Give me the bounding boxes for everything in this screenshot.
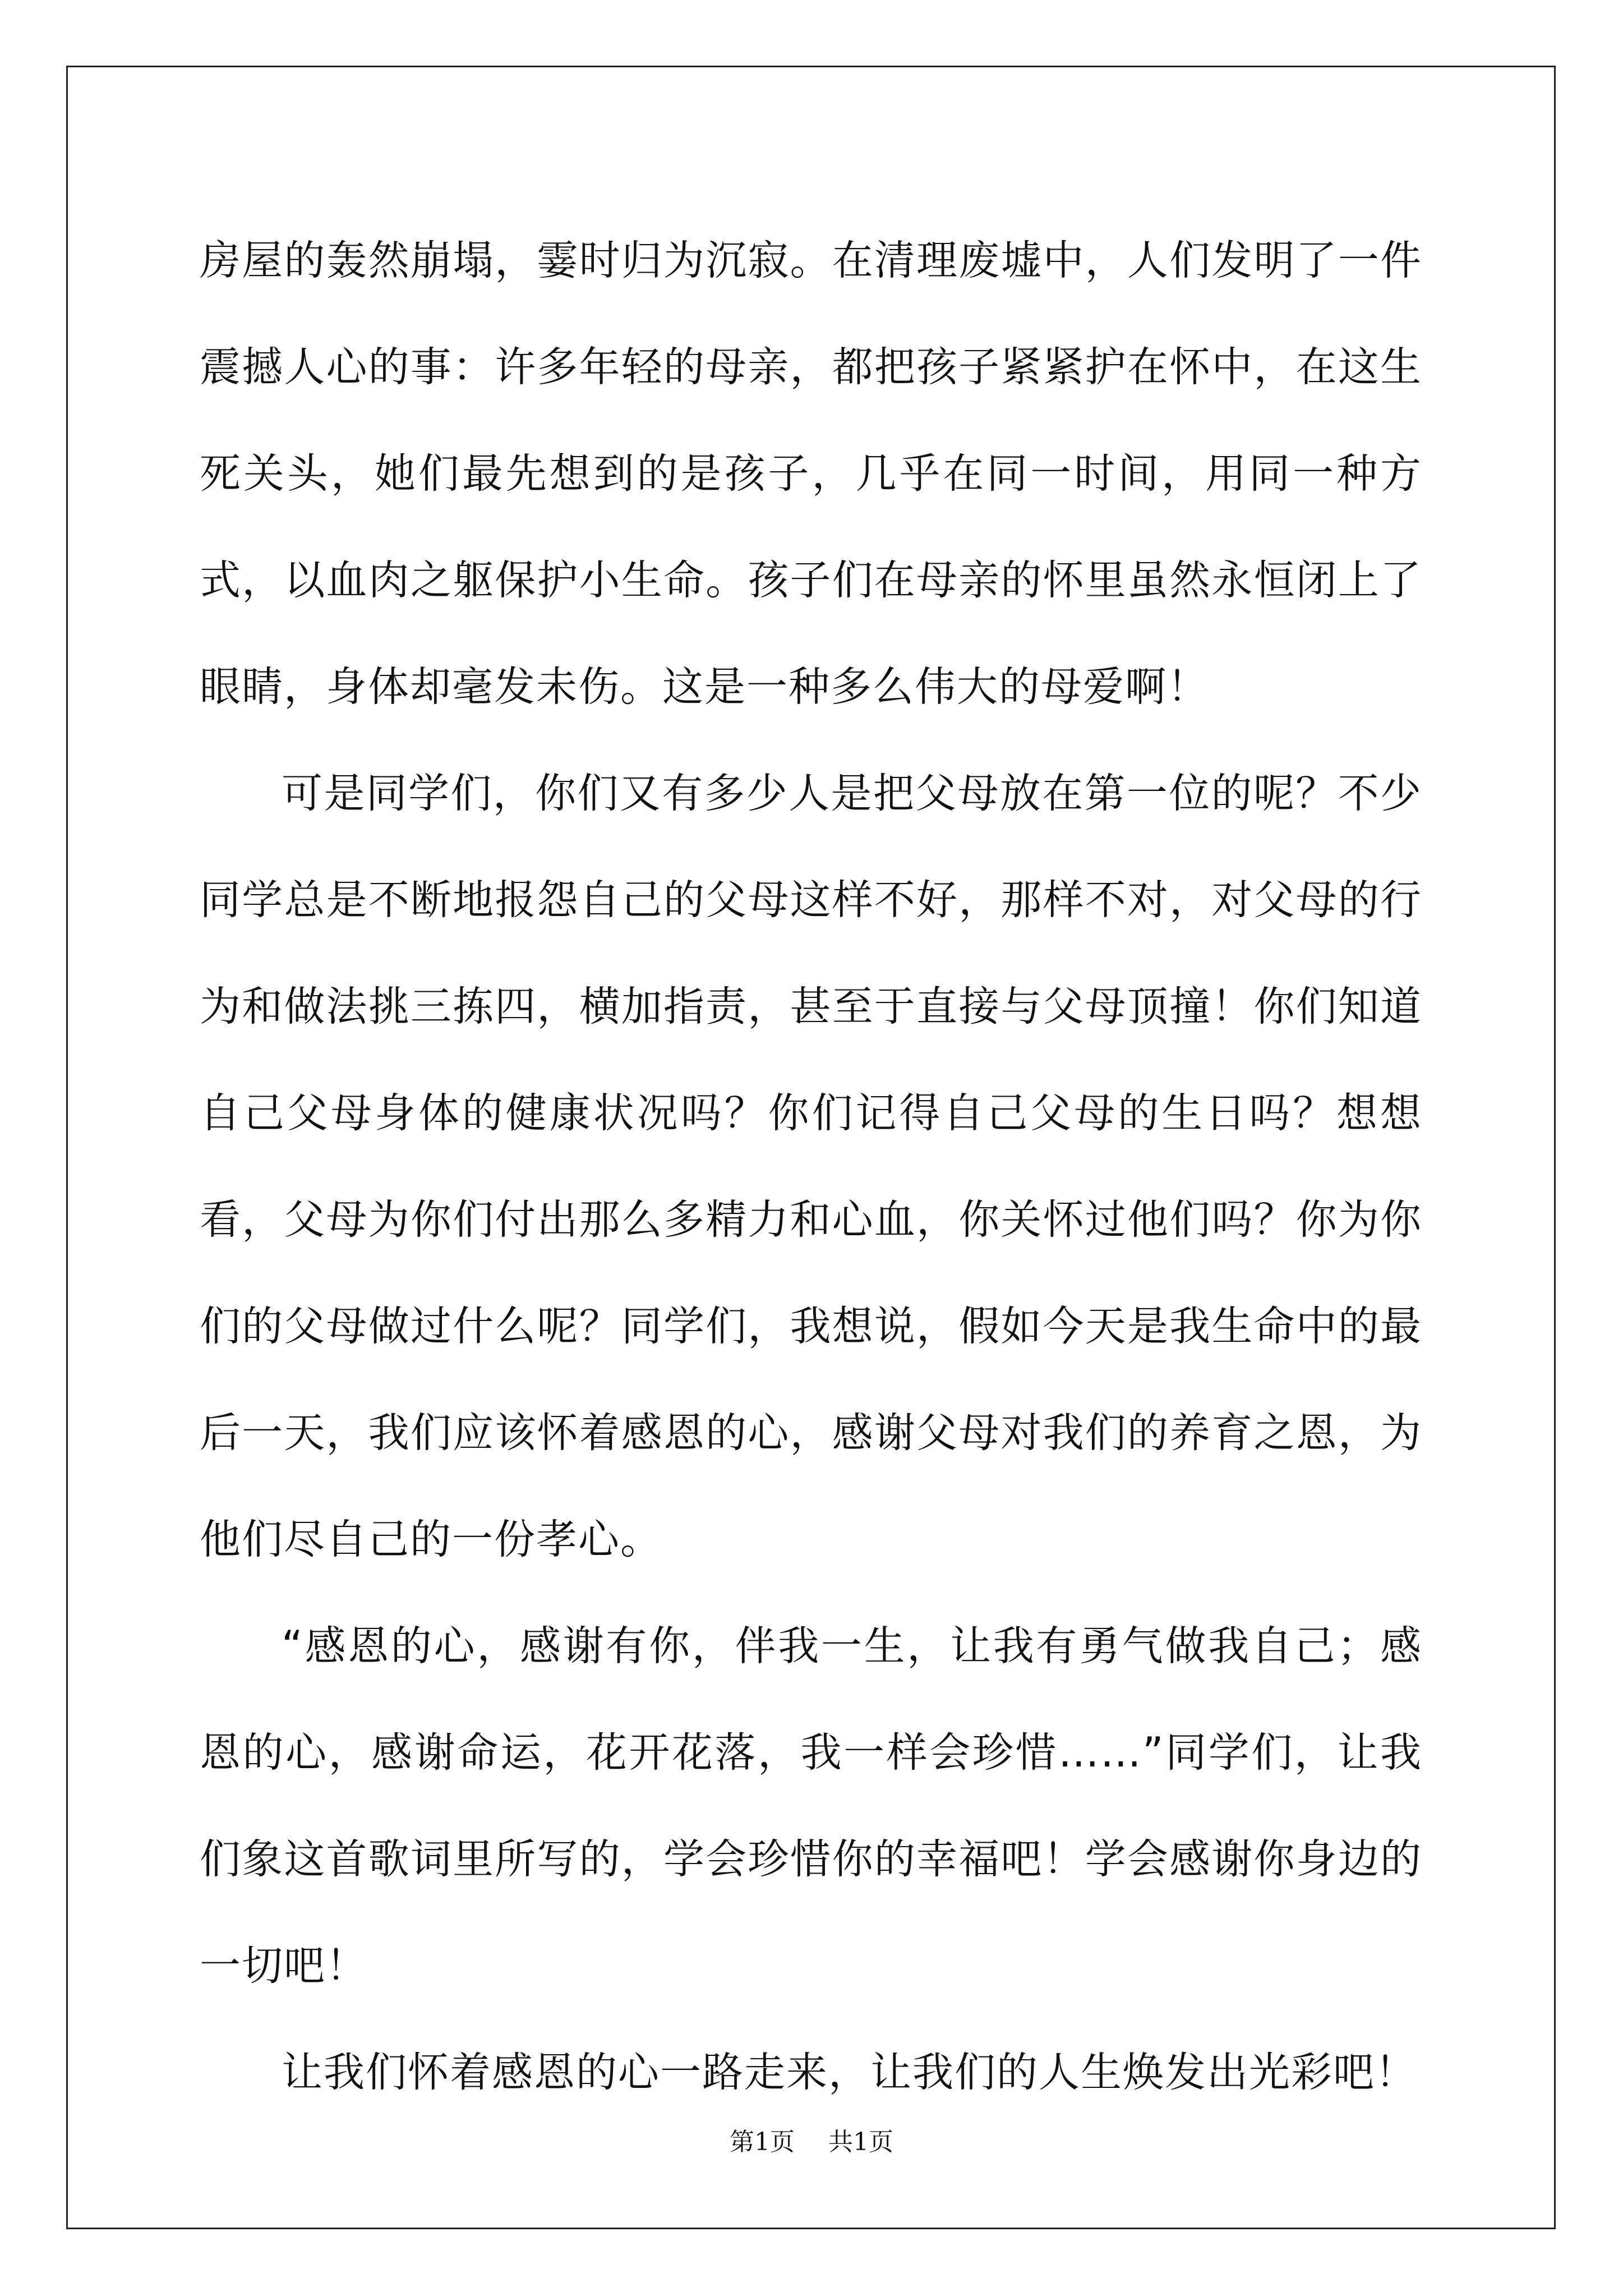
paragraph-3: “感恩的心，感谢有你，伴我一生，让我有勇气做我自己；感恩的心，感谢命运，花开花落，我一样会珍惜……”同学们，让我们象这首歌词里所写的，学会珍惜你的幸福吧！学会感谢你身边的一切吧！ (200, 1622, 1422, 1990)
paragraph-4: 让我们怀着感恩的心一路走来，让我们的人生焕发出光彩吧！ (282, 2049, 1417, 2096)
page-number: 第1页 (730, 2128, 795, 2156)
page-footer (0, 2122, 1623, 2157)
paragraph-1: 房屋的轰然崩塌，霎时归为沉寂。在清理废墟中，人们发明了一件震撼人心的事：许多年轻的母亲，都把孩子紧紧护在怀中，在这生死关头，她们最先想到的是孩子，几乎在同一时间，用同一种方式，以血肉之躯保护小生命。孩子们在母亲的怀里虽然永恒闭上了眼睛，身体却毫发未伤。这是一种多么伟大的母爱啊！ (200, 237, 1422, 711)
page-total: 共1页 (828, 2128, 893, 2156)
paragraph-2: 可是同学们，你们又有多少人是把父母放在第一位的呢？不少同学总是不断地报怨自己的父母这样不好，那样不对，对父母的行为和做法挑三拣四，横加指责，甚至于直接与父母顶撞！你们知道自己父母身体的健康状况吗？你们记得自己父母的生日吗？想想看，父母为你们付出那么多精力和心血，你关怀过他们吗？你为你们的父母做过什么呢？同学们，我想说，假如今天是我生命中的最后一天，我们应该怀着感恩的心，感谢父母对我们的养育之恩，为他们尽自己的一份孝心。 (200, 770, 1422, 1563)
document-body (200, 208, 1422, 2126)
